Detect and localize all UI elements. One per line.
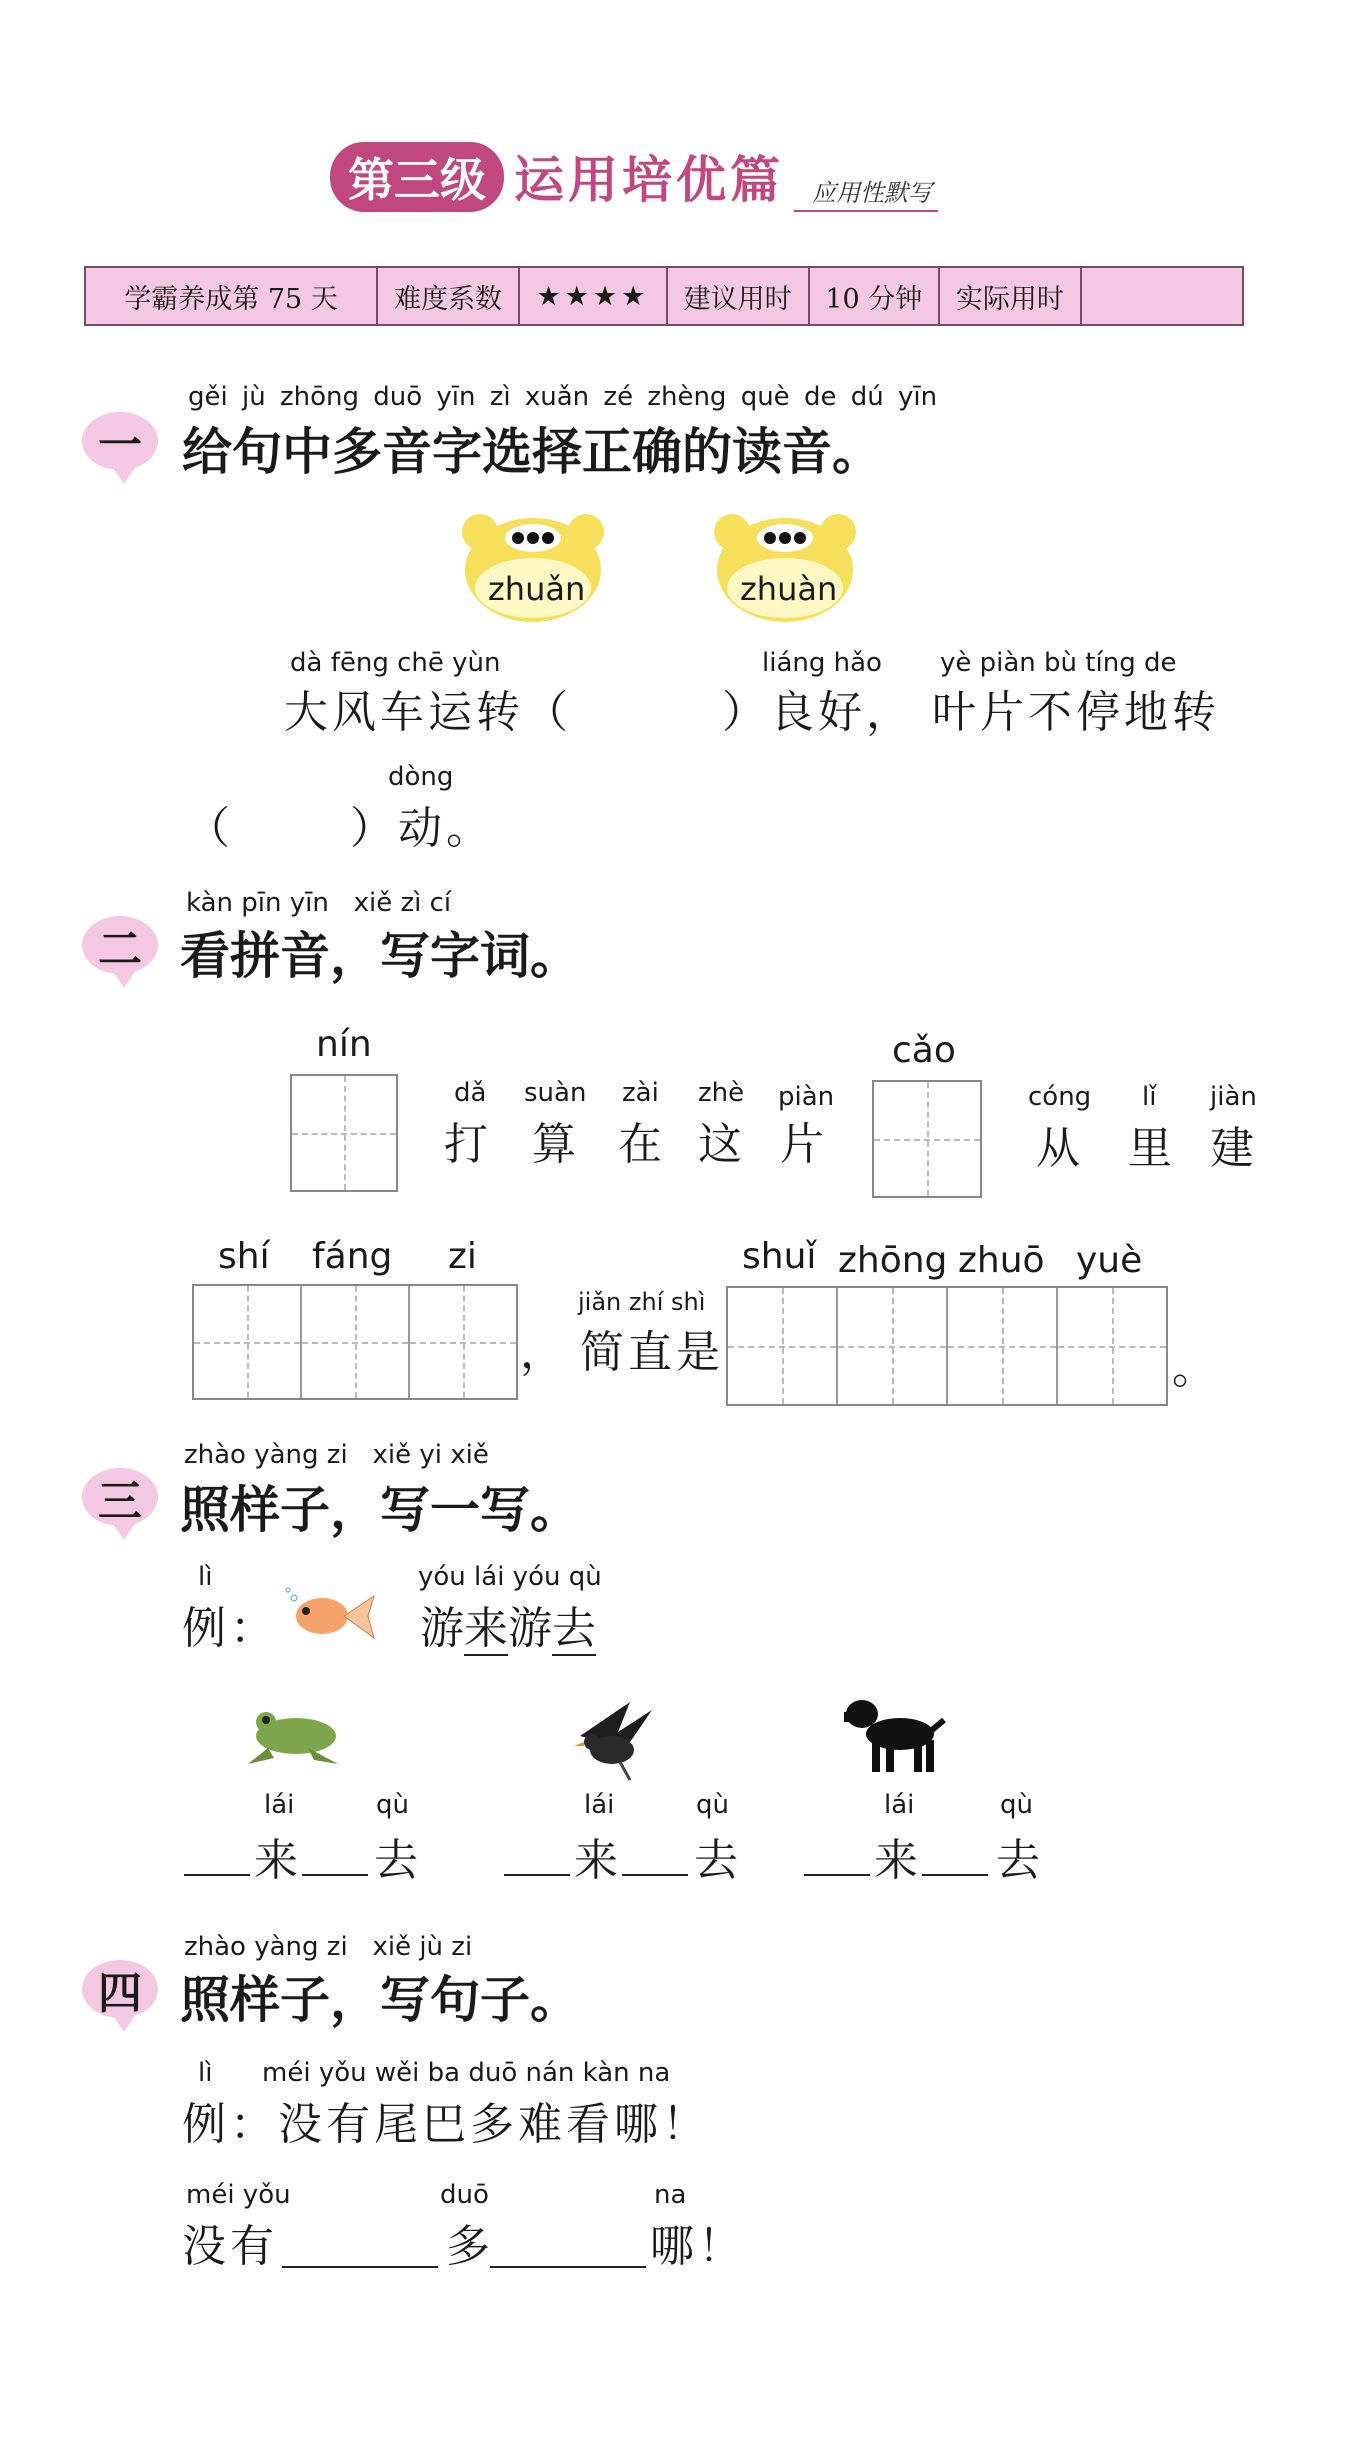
section-4-title: 照样子，写句子。 [180,1971,580,2029]
word-pinyin: suàn [524,1078,587,1108]
s4-fill-pinyin-1: méi yǒu [186,2180,291,2210]
s2-row2-end: 。 [1172,1343,1220,1394]
fill-blank[interactable] [922,1824,988,1876]
word-pinyin: jiàn [1210,1082,1257,1112]
s1-line1-pinyin-1: dà fēng chē yùn [290,648,501,678]
info-stars: ★★★★ [519,267,666,325]
word-pinyin: lǐ [1142,1082,1157,1112]
section-1-title: 给句中多音字选择正确的读音。 [182,423,882,481]
s4-example-sentence: 例：没有尾巴多难看哪！ [182,2099,710,2150]
fill-char-qu: 去 [996,1835,1044,1886]
word-char: 算 [532,1119,580,1170]
section-3-number: 三 [82,1468,158,1526]
s1-line1-text-3: 叶片不停地转 [932,687,1220,738]
level-header [330,140,938,212]
bear-mascot-icon [458,508,608,626]
info-difficulty-label: 难度系数 [377,267,519,325]
s2-row2-mid-text: 简直是 [580,1327,724,1378]
fill-char-lai: 来 [574,1835,622,1886]
info-day: 学霸养成第 75 天 [85,267,377,325]
option-2-text: zhuàn [740,570,838,608]
fill-pinyin-lai: lái [264,1790,295,1820]
info-table [84,266,1244,326]
section-1-number: 一 [82,412,158,470]
grid-4-pinyin-2: zhōng [838,1240,948,1281]
s4-fill-char-2: 多 [446,2221,494,2272]
fill-pinyin-qu: qù [1000,1790,1033,1820]
fill-blank[interactable] [504,1824,570,1876]
level-badge: 第三级 [330,142,504,212]
section-3-pinyin: zhào yàng zi xiě yi xiě [184,1440,489,1470]
word-char: 里 [1128,1123,1176,1174]
fill-char-qu: 去 [694,1835,742,1886]
goldfish-icon [284,1584,380,1648]
writing-grid-3[interactable] [192,1284,518,1400]
info-actual-time[interactable] [1081,267,1243,325]
s3-example-label: 例： [182,1603,278,1654]
fill-pinyin-lai: lái [884,1790,915,1820]
fill-pinyin-qu: qù [376,1790,409,1820]
section-2-pinyin: kàn pīn yīn xiě zì cí [186,888,452,918]
bear-mascot-icon [710,508,860,626]
level-subtitle: 应用性默写 [794,173,938,212]
grid-4-pinyin-1: shuǐ [742,1236,817,1277]
grid-3-pinyin-1: shí [218,1236,270,1277]
fill-blank[interactable] [302,1824,368,1876]
s1-line2-pinyin: dòng [388,762,454,792]
section-2-number: 二 [82,916,158,974]
s4-fill-pinyin-3: na [654,2180,687,2210]
fill-pinyin-lai: lái [584,1790,615,1820]
s3-fill-group-3 [804,1790,1044,1890]
word-pinyin: zài [622,1078,659,1108]
s4-fill-pinyin-2: duō [440,2180,489,2210]
fill-blank[interactable] [804,1824,870,1876]
section-1-pinyin: gěi jù zhōng duō yīn zì xuǎn zé zhèng què de dú yīn [188,382,938,412]
option-bubble-2[interactable] [710,508,860,626]
level-title: 运用培优篇 [514,151,784,209]
s1-line2-close: ）动。 [350,803,494,854]
info-actual-label: 实际用时 [939,267,1081,325]
s4-fill-blank-1[interactable] [282,2214,438,2268]
answer-blank-2[interactable] [232,796,362,850]
word-char: 建 [1210,1123,1258,1174]
fill-blank[interactable] [622,1824,688,1876]
section-4-number: 四 [82,1960,158,2018]
s4-fill-blank-2[interactable] [490,2214,646,2268]
word-pinyin: piàn [778,1082,835,1112]
s1-line1-text-1: 大风车运转（ [284,687,572,738]
info-suggest-time: 10 分钟 [809,267,939,325]
section-4-pinyin: zhào yàng zi xiě jù zi [184,1932,473,1962]
word-char: 这 [698,1119,746,1170]
section-2-title: 看拼音，写字词。 [180,927,580,985]
fill-pinyin-qu: qù [696,1790,729,1820]
grid-2-pinyin: cǎo [892,1030,956,1071]
s1-line1-pinyin-2: liáng hǎo [762,648,882,678]
word-pinyin: cóng [1028,1082,1092,1112]
s3-example-word [420,1592,596,1656]
fill-char-qu: 去 [374,1835,422,1886]
frog-picture [238,1700,348,1770]
s1-line1-pinyin-3: yè piàn bù tíng de [940,648,1177,678]
word-char: 从 [1036,1123,1084,1174]
bird-picture [570,1696,660,1782]
fill-char-lai: 来 [874,1835,922,1886]
s3-fill-group-2 [504,1790,744,1890]
word-char: 在 [618,1119,666,1170]
grid-4-pinyin-3: zhuō [958,1240,1045,1281]
s4-fill-char-1: 没有 [182,2221,278,2272]
word-char: 打 [444,1119,492,1170]
grid-3-pinyin-3: zi [448,1236,477,1277]
section-3-title: 照样子，写一写。 [180,1481,580,1539]
s2-row2-comma: ， [520,1327,568,1378]
example-char: 游 [420,1603,464,1654]
option-bubble-1[interactable] [458,508,608,626]
fill-blank[interactable] [184,1824,250,1876]
example-char-underlined: 来 [464,1603,508,1654]
writing-grid-4[interactable] [726,1286,1168,1406]
answer-blank-1[interactable] [588,680,718,734]
s4-example-pinyin: lì méi yǒu wěi ba duō nán kàn na [198,2058,671,2088]
s3-example-word-pinyin: yóu lái yóu qù [418,1562,602,1592]
s4-fill-char-3: 哪！ [650,2221,746,2272]
word-pinyin: zhè [698,1078,745,1108]
dog-picture [842,1690,946,1776]
grid-3-pinyin-2: fáng [312,1236,393,1277]
s3-example-pinyin: lì [198,1562,213,1592]
s3-fill-group-1 [184,1790,424,1890]
word-pinyin: dǎ [454,1078,487,1108]
info-suggest-label: 建议用时 [667,267,809,325]
grid-4-pinyin-4: yuè [1076,1240,1143,1281]
option-1-text: zhuǎn [488,570,586,608]
fill-char-lai: 来 [254,1835,302,1886]
writing-grid-1[interactable] [290,1074,398,1192]
example-char: 游 [508,1603,552,1654]
word-char: 片 [780,1119,828,1170]
s2-row2-mid-pinyin: jiǎn zhí shì [578,1288,706,1316]
example-char-underlined: 去 [552,1603,596,1654]
grid-1-pinyin: nín [316,1024,372,1065]
s1-line1-text-2: ）良好， [722,687,914,738]
writing-grid-2[interactable] [872,1080,982,1198]
s1-line2-open: （ [186,803,234,854]
